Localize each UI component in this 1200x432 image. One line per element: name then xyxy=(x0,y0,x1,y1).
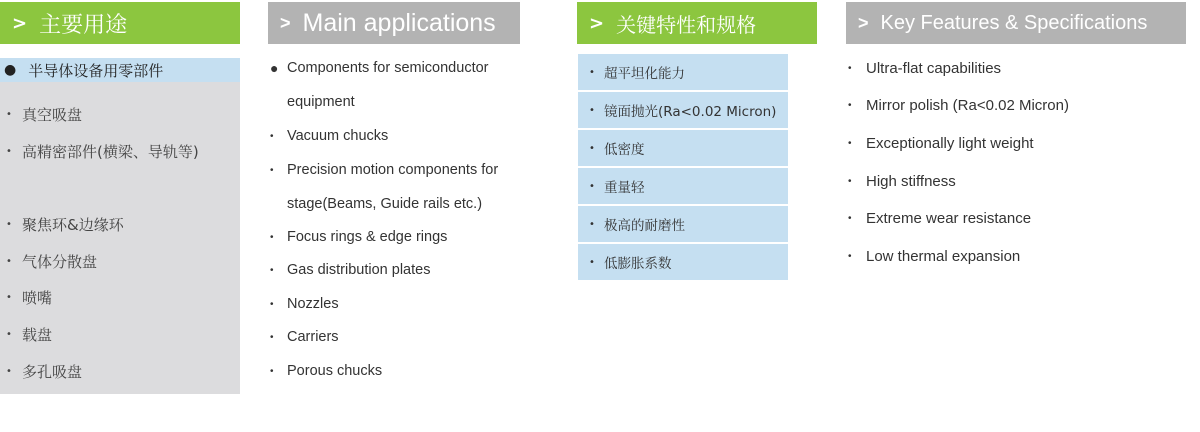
bullet-icon: • xyxy=(6,329,12,340)
bullet-icon: • xyxy=(589,66,595,78)
main-uses-panel xyxy=(0,82,240,394)
chevron-right-icon: > xyxy=(858,12,869,33)
list-item: • 喷嘴 xyxy=(0,287,52,308)
key-features-cn-header xyxy=(577,2,817,44)
list-item: • Focus rings & edge rings xyxy=(270,229,448,245)
list-item: • 载盘 xyxy=(0,324,52,345)
bullet-icon: • xyxy=(270,164,274,176)
bullet-icon: • xyxy=(6,292,12,303)
bullet-dot-icon: ● xyxy=(4,62,17,78)
key-features-specs-header xyxy=(846,2,1186,44)
feature-row: • 超平坦化能力 xyxy=(578,54,788,90)
list-item: • Carriers xyxy=(270,329,339,345)
key-features-cn-header-title: 关键特性和规格 xyxy=(616,12,757,37)
feature-row: • 重量轻 xyxy=(578,168,788,204)
bullet-icon: • xyxy=(848,63,852,74)
bullet-icon: • xyxy=(589,142,595,154)
main-uses-header-title: 主要用途 xyxy=(39,12,128,38)
bullet-icon: • xyxy=(270,231,274,243)
bullet-icon: • xyxy=(848,138,852,149)
feature-row: • 低密度 xyxy=(578,130,788,166)
bullet-icon: • xyxy=(6,256,12,267)
feature-row: • 低膨胀系数 xyxy=(578,244,788,280)
bullet-icon: • xyxy=(270,365,274,377)
bullet-icon: • xyxy=(848,176,852,187)
bullet-icon: • xyxy=(270,130,274,142)
feature-row: • 极高的耐磨性 xyxy=(578,206,788,242)
list-item: • Ultra-flat capabilities xyxy=(848,60,1002,77)
list-item: • 多孔吸盘 xyxy=(0,361,82,382)
list-item: • Vacuum chucks xyxy=(270,128,389,144)
bullet-icon: • xyxy=(589,180,595,192)
semiconductor-components-subheader xyxy=(0,58,240,82)
list-item: • Mirror polish (Ra<0.02 Micron) xyxy=(848,97,1069,114)
list-item: • Gas distribution plates xyxy=(270,262,431,278)
feature-row: • 镜面抛光(Ra<0.02 Micron) xyxy=(578,92,788,128)
bullet-icon: • xyxy=(589,218,595,230)
list-item: • Porous chucks xyxy=(270,363,383,379)
list-item: • Nozzles xyxy=(270,296,339,312)
list-item: ● Components for semiconductor xyxy=(270,60,489,76)
chevron-right-icon: > xyxy=(589,12,605,34)
main-applications-header-title: Main applications xyxy=(302,8,496,37)
list-item: • Extreme wear resistance xyxy=(848,210,1032,227)
bullet-icon: • xyxy=(848,251,852,262)
key-features-specs-header-title: Key Features & Specifications xyxy=(880,11,1148,34)
bullet-icon: • xyxy=(589,256,595,268)
chevron-right-icon: > xyxy=(12,12,28,34)
list-item: • Precision motion components for xyxy=(270,162,499,178)
bullet-icon: • xyxy=(6,219,12,230)
list-item: • 高精密部件(横梁、导轨等) xyxy=(0,141,199,162)
bullet-icon: • xyxy=(589,104,595,116)
bullet-icon: • xyxy=(6,109,12,120)
subheader-label: 半导体设备用零部件 xyxy=(28,61,164,80)
bullet-icon: • xyxy=(270,264,274,276)
main-uses-header xyxy=(0,2,240,44)
bullet-icon: • xyxy=(6,366,12,377)
list-item: • High stiffness xyxy=(848,173,956,190)
bullet-icon: • xyxy=(270,298,274,310)
bullet-icon: • xyxy=(848,213,852,224)
chevron-right-icon: > xyxy=(280,12,291,33)
list-item: • 聚焦环&边缘环 xyxy=(0,214,124,235)
list-item: • 真空吸盘 xyxy=(0,104,82,125)
bullet-icon: • xyxy=(270,331,274,343)
bullet-icon: • xyxy=(6,146,12,157)
bullet-dot-icon: ● xyxy=(270,60,279,76)
main-applications-header xyxy=(268,2,520,44)
list-item: • 气体分散盘 xyxy=(0,251,97,272)
list-item-continuation: stage(Beams, Guide rails etc.) xyxy=(287,196,483,212)
list-item: • Exceptionally light weight xyxy=(848,135,1034,152)
list-item-continuation: equipment xyxy=(287,94,355,110)
list-item: • Low thermal expansion xyxy=(848,248,1021,265)
bullet-icon: • xyxy=(848,100,852,111)
